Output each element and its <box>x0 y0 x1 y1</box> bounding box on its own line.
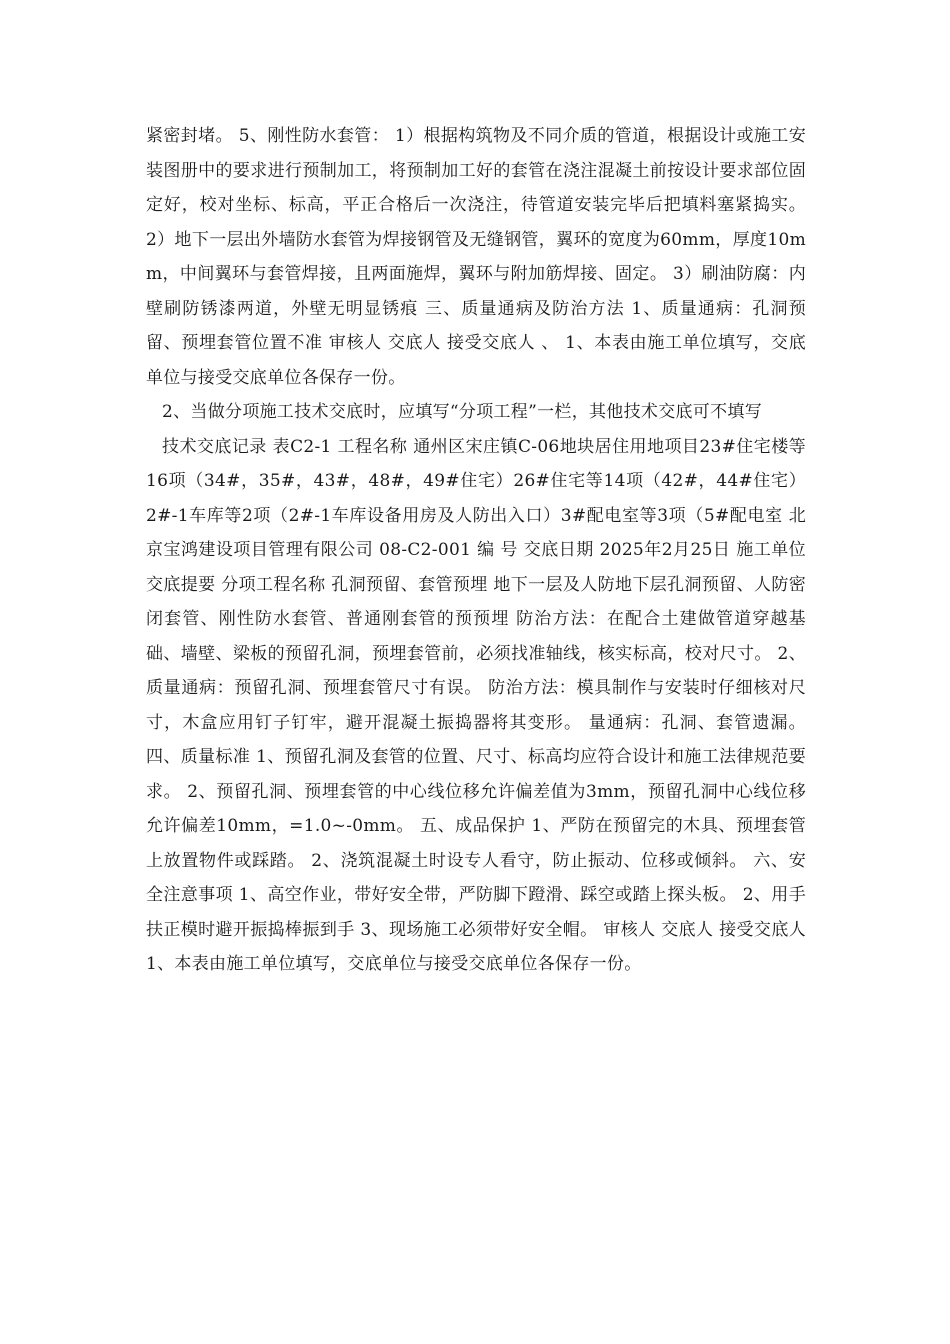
document-body <box>146 119 806 982</box>
paragraph-rigid-waterproof-sleeve: 紧密封堵。 5、刚性防水套管： 1）根据构筑物及不同介质的管道，根据设计或施工安装图册中的要求进行预制加工，将预制加工好的套管在浇注混凝土前按设计要求部位固定好，校对坐标、标高，平正合格后一次浇注，待管道安装完毕后把填料塞紧捣实。 2）地下一层出外墙防水套管为焊接钢管及无缝钢管，翼环的宽度为60mm，厚度10mm，中间翼环与套管焊接，且两面施焊，翼环与附加筋焊接、固定。 3）刷油防腐：内壁刷防锈漆两道，外壁无明显锈痕 三、质量通病及防治方法 1、质量通病：孔洞预留、预埋套管位置不准 审核人 交底人 接受交底人 、 1、本表由施工单位填写，交底单位与接受交底单位各保存一份。 <box>146 126 806 388</box>
paragraph-technical-disclosure-record: 技术交底记录 表C2-1 工程名称 通州区宋庄镇C-06地块居住用地项目23#住宅楼等16项（34#，35#，43#，48#，49#住宅）26#住宅等14项（42#，44#住宅）2#-1车库等2项（2#-1车库设备用房及人防出入口）3#配电室等3项（5#配电室 北京宝鸿建设项目管理有限公司 08-C2-001 编 号 交底日期 2025年2月25日 施工单位 交底提要 分项工程名称 孔洞预留、套管预埋 地下一层及人防地下层孔洞预留、人防密闭套管、刚性防水套管、普通刚套管的预预埋 防治方法：在配合土建做管道穿越基础、墙壁、梁板的预留孔洞，预埋套管前，必须找准轴线，核实标高，校对尺寸。 2、质量通病：预留孔洞、预埋套管尺寸有误。 防治方法：模具制作与安装时仔细核对尺寸，木盒应用钉子钉牢，避开混凝土振捣器将其变形。 量通病：孔洞、套管遗漏。 四、质量标准 1、预留孔洞及套管的位置、尺寸、标高均应符合设计和施工法律规范要求。 2、预留孔洞、预埋套管的中心线位移允许偏差值为3mm，预留孔洞中心线位移允许偏差10mm，=1.0~-0mm。 五、成品保护 1、严防在预留完的木具、预埋套管上放置物件或踩踏。 2、浇筑混凝土时设专人看守，防止振动、位移或倾斜。 六、安全注意事项 1、高空作业，带好安全带，严防脚下蹬滑、踩空或踏上探头板。 2、用手扶正模时避开振捣棒振到手 3、现场施工必须带好安全帽。 审核人 交底人 接受交底人 1、本表由施工单位填写，交底单位与接受交底单位各保存一份。 <box>146 436 806 974</box>
paragraph-fill-instruction: 2、当做分项施工技术交底时，应填写“分项工程”一栏，其他技术交底可不填写 <box>162 402 762 422</box>
